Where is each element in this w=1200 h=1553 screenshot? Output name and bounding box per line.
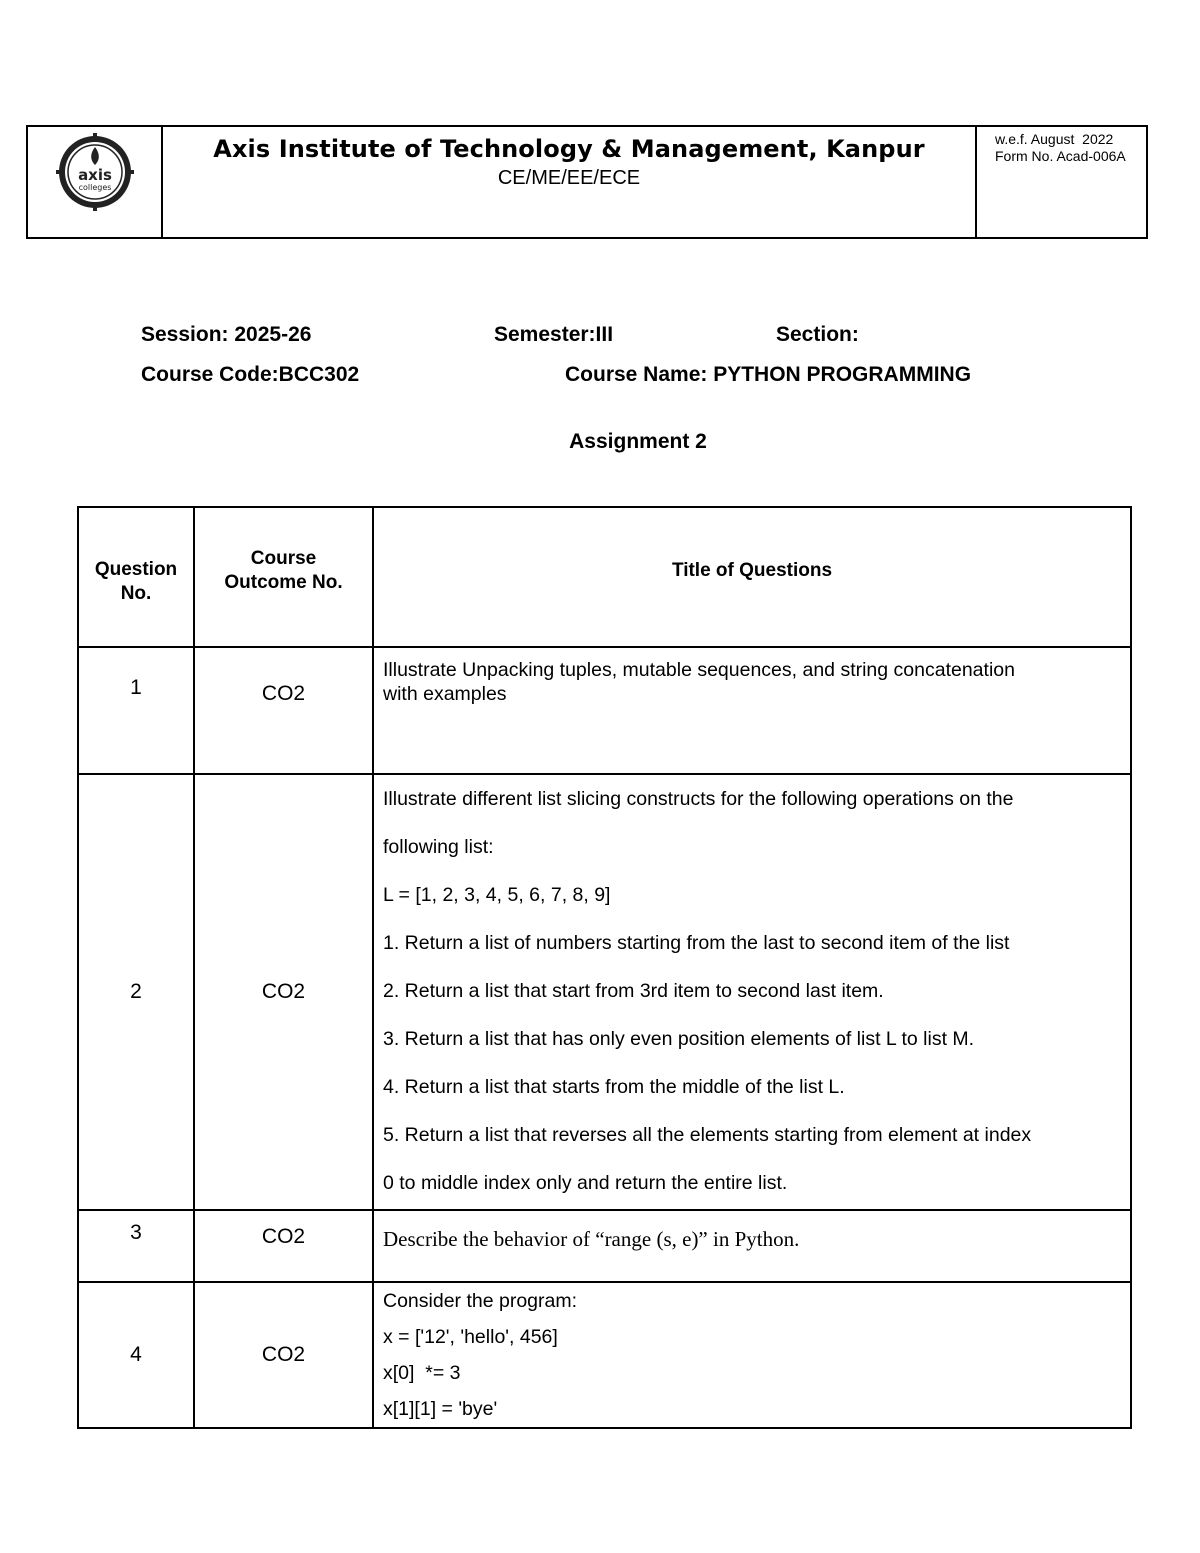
question-line: 4. Return a list that starts from the middle of the list L. xyxy=(383,1076,845,1098)
question-line: Consider the program: xyxy=(383,1290,578,1312)
header-course-outcome xyxy=(194,507,373,647)
header-co-line1: Course xyxy=(250,548,317,569)
college-logo-icon xyxy=(56,133,134,211)
question-number: 1 xyxy=(78,647,194,774)
question-number: 4 xyxy=(78,1282,194,1428)
question-line: 0 to middle index only and return the entire list. xyxy=(383,1172,788,1194)
form-number: Form No. Acad-006A xyxy=(995,148,1126,164)
table-row xyxy=(78,774,1131,1210)
questions-table xyxy=(77,506,1132,1429)
header-title-of-questions: Title of Questions xyxy=(373,507,1131,647)
question-line: x[1][1] = 'bye' xyxy=(383,1398,498,1420)
question-line: 1. Return a list of numbers starting from the last to second item of the list xyxy=(383,932,1010,954)
question-line: x = ['12', 'hello', 456] xyxy=(383,1326,558,1348)
course-name: Course Name: PYTHON PROGRAMMING xyxy=(565,363,972,386)
question-text xyxy=(373,1210,1131,1282)
question-line: Describe the behavior of “range (s, e)” in Python. xyxy=(383,1227,800,1251)
question-line: with examples xyxy=(383,683,507,705)
assignment-title: Assignment 2 xyxy=(569,430,707,453)
question-line: 3. Return a list that has only even position elements of list L to list M. xyxy=(383,1028,975,1050)
institute-name: Axis Institute of Technology & Management, Kanpur xyxy=(213,135,925,163)
course-code: Course Code:BCC302 xyxy=(141,363,360,386)
question-line: Illustrate Unpacking tuples, mutable sequences, and string concatenation xyxy=(383,659,1015,681)
wef-date: w.e.f. August 2022 xyxy=(995,131,1114,147)
course-outcome: CO2 xyxy=(194,1210,373,1282)
header-co-line2: Outcome No. xyxy=(224,572,343,593)
question-line: 2. Return a list that start from 3rd item to second last item. xyxy=(383,980,884,1002)
question-text xyxy=(373,1282,1131,1428)
question-line: following list: xyxy=(383,836,494,858)
logo-subtext: colleges xyxy=(78,183,112,192)
table-row xyxy=(78,1210,1131,1282)
header-question-no-line2: No. xyxy=(120,583,152,604)
logo-text: axis xyxy=(78,166,112,184)
form-info-cell xyxy=(977,127,1146,237)
question-text xyxy=(373,774,1131,1210)
question-line: x[0] *= 3 xyxy=(383,1362,461,1384)
course-outcome: CO2 xyxy=(194,647,373,774)
table-header-row xyxy=(78,507,1131,647)
branches: CE/ME/EE/ECE xyxy=(497,167,641,189)
header-question-no xyxy=(78,507,194,647)
table-row xyxy=(78,1282,1131,1428)
section: Section: xyxy=(776,323,859,346)
table-row xyxy=(78,647,1131,774)
logo-cell xyxy=(28,127,163,237)
question-line: Illustrate different list slicing constructs for the following operations on the xyxy=(383,788,1014,810)
course-outcome: CO2 xyxy=(194,1282,373,1428)
title-cell xyxy=(163,127,977,237)
question-text xyxy=(373,647,1131,774)
question-number: 3 xyxy=(78,1210,194,1282)
semester: Semester:III xyxy=(494,323,614,346)
document-header xyxy=(26,125,1148,239)
question-line: 5. Return a list that reverses all the elements starting from element at index xyxy=(383,1124,1032,1146)
course-outcome: CO2 xyxy=(194,774,373,1210)
session: Session: 2025-26 xyxy=(141,323,312,346)
question-number: 2 xyxy=(78,774,194,1210)
header-question-no-line1: Question xyxy=(94,559,178,580)
question-line: L = [1, 2, 3, 4, 5, 6, 7, 8, 9] xyxy=(383,884,611,906)
